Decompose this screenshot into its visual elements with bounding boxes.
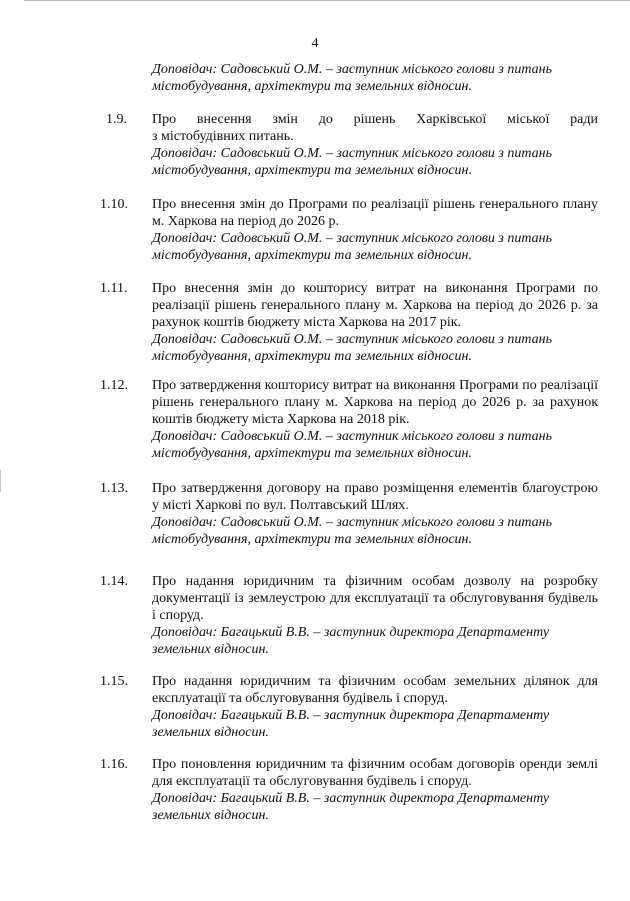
item-title: Про затвердження договору на право розміщення елементів благоустрою у місті Харкові по вул. Полтавський Шлях.: [152, 481, 598, 513]
item-title-line-1: Про внесення змін до рішень Харківської міської ради: [152, 112, 598, 127]
item-number: 1.10.: [100, 197, 128, 212]
item-title: Про внесення змін до Програми по реалізації рішень генерального плану м. Харкова на період до 2026 р.: [152, 197, 598, 229]
item-body: [152, 111, 598, 179]
item-number: 1.13.: [100, 481, 128, 496]
item-speaker: Доповідач: Садовський О.М. – заступник міського голови з питань містобудування, архітектури та земельних відносин.: [152, 231, 552, 263]
item-body: [152, 573, 598, 658]
item-title-line-2: з містобудівних питань.: [152, 129, 294, 144]
item-speaker: Доповідач: Багацький В.В. – заступник директора Департаменту земельних відносин.: [152, 625, 550, 657]
item-speaker: Доповідач: Багацький В.В. – заступник директора Департаменту земельних відносин.: [152, 791, 550, 823]
item-number: 1.9.: [106, 112, 127, 127]
item-number: 1.14.: [100, 574, 128, 589]
item-number: 1.15.: [100, 674, 128, 689]
scan-top-edge: [24, 0, 630, 1]
item-speaker: Доповідач: Садовський О.М. – заступник міського голови з питань містобудування, архітектури та земельних відносин.: [152, 515, 552, 547]
item-body: [152, 377, 598, 462]
page-number: 4: [311, 36, 319, 51]
item-title: Про надання юридичним та фізичним особам земельних ділянок для експлуатації та обслуговування будівель і споруд.: [152, 674, 598, 706]
item-speaker: Доповідач: Садовський О.М. – заступник міського голови з питань містобудування, архітектури та земельних відносин.: [152, 429, 552, 461]
item-title: Про поновлення юридичним та фізичним особам договорів оренди землі для експлуатації та обслуговування будівель і споруд.: [152, 757, 598, 789]
item-body: [152, 756, 598, 824]
item-body: [152, 280, 598, 365]
item-body: [152, 196, 598, 264]
item-number: 1.16.: [100, 757, 128, 772]
item-title: Про надання юридичним та фізичним особам дозволу на розробку документації із землеустрою для експлуатації та обслуговування будівель і споруд.: [152, 574, 598, 623]
item-speaker: Доповідач: Багацький В.В. – заступник директора Департаменту земельних відносин.: [152, 708, 550, 740]
item-body: [152, 673, 598, 741]
lead-speaker-line: Доповідач: Садовський О.М. – заступник міського голови з питань містобудування, архітектури та земельних відносин.: [152, 62, 552, 94]
item-number: 1.11.: [100, 281, 128, 296]
scan-left-edge-mark: [0, 470, 1, 492]
item-title: Про затвердження кошторису витрат на виконання Програми по реалізації рішень генерального плану м. Харкова на період до 2026 р. за рахунок коштів бюджету міста Харкова на 2018 рік.: [152, 378, 598, 427]
item-body: [152, 480, 598, 548]
item-speaker: Доповідач: Садовський О.М. – заступник міського голови з питань містобудування, архітектури та земельних відносин.: [152, 146, 552, 178]
item-speaker: Доповідач: Садовський О.М. – заступник міського голови з питань містобудування, архітектури та земельних відносин.: [152, 332, 552, 364]
item-title: Про внесення змін до кошторису витрат на виконання Програми по реалізації рішень генерального плану м. Харкова на період до 2026 р. за рахунок коштів бюджету міста Харкова на 2017 рік.: [152, 281, 598, 330]
item-number: 1.12.: [100, 378, 128, 393]
